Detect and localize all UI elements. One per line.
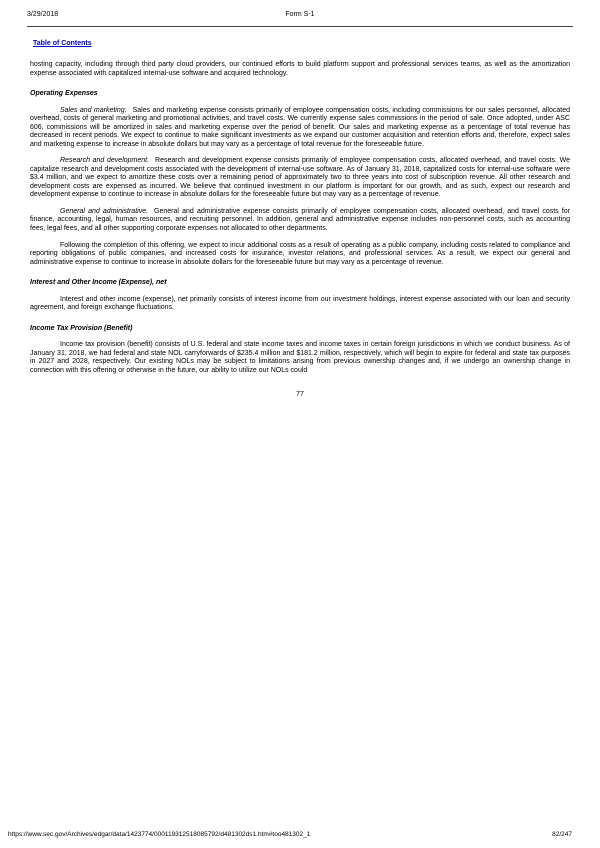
intro-paragraph: hosting capacity, including through third party cloud providers, our continued efforts to build platform support and professional services teams, as well as the amortization expense associated with capitalized internal-use software and acquired technology. — [30, 61, 570, 77]
paragraph-research-development — [30, 157, 570, 200]
footer-url: https://www.sec.gov/Archives/edgar/data/1423774/000119312518085792/d481302ds1.htm#too481302_1 — [8, 831, 311, 838]
paragraph-general-administrative — [30, 208, 570, 234]
document-content — [0, 27, 600, 398]
heading-interest-other-income: Interest and Other Income (Expense), net — [30, 279, 167, 287]
research-development-lead: Research and development. — [60, 157, 150, 165]
general-administrative-text: General and administrative expense consists primarily of employee compensation costs, allocated overhead, and travel costs for finance, accounting, legal, human resources, and recruiting personnel. In addition, general and administrative expense includes non-personnel costs, such as accounting fees, legal fees, and all other supporting corporate expenses not allocated to other departments. — [30, 207, 570, 232]
general-administrative-lead: General and administrative. — [60, 207, 149, 215]
document-body — [30, 61, 570, 398]
table-of-contents-link[interactable]: Table of Contents — [33, 40, 92, 47]
heading-income-tax-provision: Income Tax Provision (Benefit) — [30, 324, 133, 332]
heading-operating-expenses: Operating Expenses — [30, 90, 98, 98]
paragraph-following-completion: Following the completion of this offering, we expect to incur additional costs as a result of operating as a public company, including costs related to compliance and reporting obligations of public companies, and increased costs for insurance, investor relations, and professional services. As a result, we expect our general and administrative expense to continue to increase in absolute dollars for the foreseeable future but may vary as a percentage of revenue. — [30, 241, 570, 266]
sales-marketing-lead: Sales and marketing. — [60, 106, 127, 114]
print-date: 3/29/2018 — [27, 11, 59, 18]
paragraph-sales-marketing — [30, 107, 570, 150]
research-development-text: Research and development expense consists primarily of employee compensation costs, allocated overhead, and travel costs. We capitalize research and development costs associated with the development of internal-use software. As of January 31, 2018, capitalized costs for internal-use software were $3.4 million, and we expect to amortize these costs over a remaining period of approximately two to three years into cost of subscription revenue. All other research and development costs are expensed as incurred. We believe that continued investment in our platform is important for our growth, and as such, expect our research and development expense to continue to increase in absolute dollars for the foreseeable future but may vary as a percentage of revenue. — [30, 157, 570, 199]
print-header — [0, 0, 600, 18]
sales-marketing-text: Sales and marketing expense consists primarily of employee compensation costs, including commissions for our sales personnel, allocated overhead, costs of general marketing and promotional activities, and travel costs. We currently expense sales commissions in the period of sale. Once adopted, under ASC 606, commissions will be amortized in sales and marketing expense over the period of benefit. Our sales and marketing expense as a percentage of total revenue has decreased in recent periods. We expect to continue to make significant investments as we expand our customer acquisition and retention efforts and, therefore, expect sales and marketing expense to increase in absolute dollars but may vary as a percentage of total revenue for the foreseeable future. — [30, 106, 570, 148]
footer-page-indicator: 82/247 — [552, 831, 572, 838]
page-number: 77 — [296, 391, 304, 399]
paragraph-interest-other-income: Interest and other income (expense), net primarily consists of interest income from our investment holdings, interest expense associated with our loan and security agreement, and foreign exchange fluctuations. — [30, 295, 570, 312]
paragraph-income-tax-provision: Income tax provision (benefit) consists of U.S. federal and state income taxes and income taxes in certain foreign jurisdictions in which we conduct business. As of January 31, 2018, we had federal and state NOL carryforwards of $235.4 million and $181.2 million, respectively, which will begin to expire for federal and state tax purposes in 2027 and 2028, respectively. Our existing NOLs may be subject to limitations arising from previous ownership changes and, if we undergo an ownership change in connection with this offering or otherwise in the future, our ability to utilize our NOLs could — [30, 341, 570, 374]
document-title: Form S-1 — [285, 11, 315, 18]
print-footer — [0, 831, 600, 838]
